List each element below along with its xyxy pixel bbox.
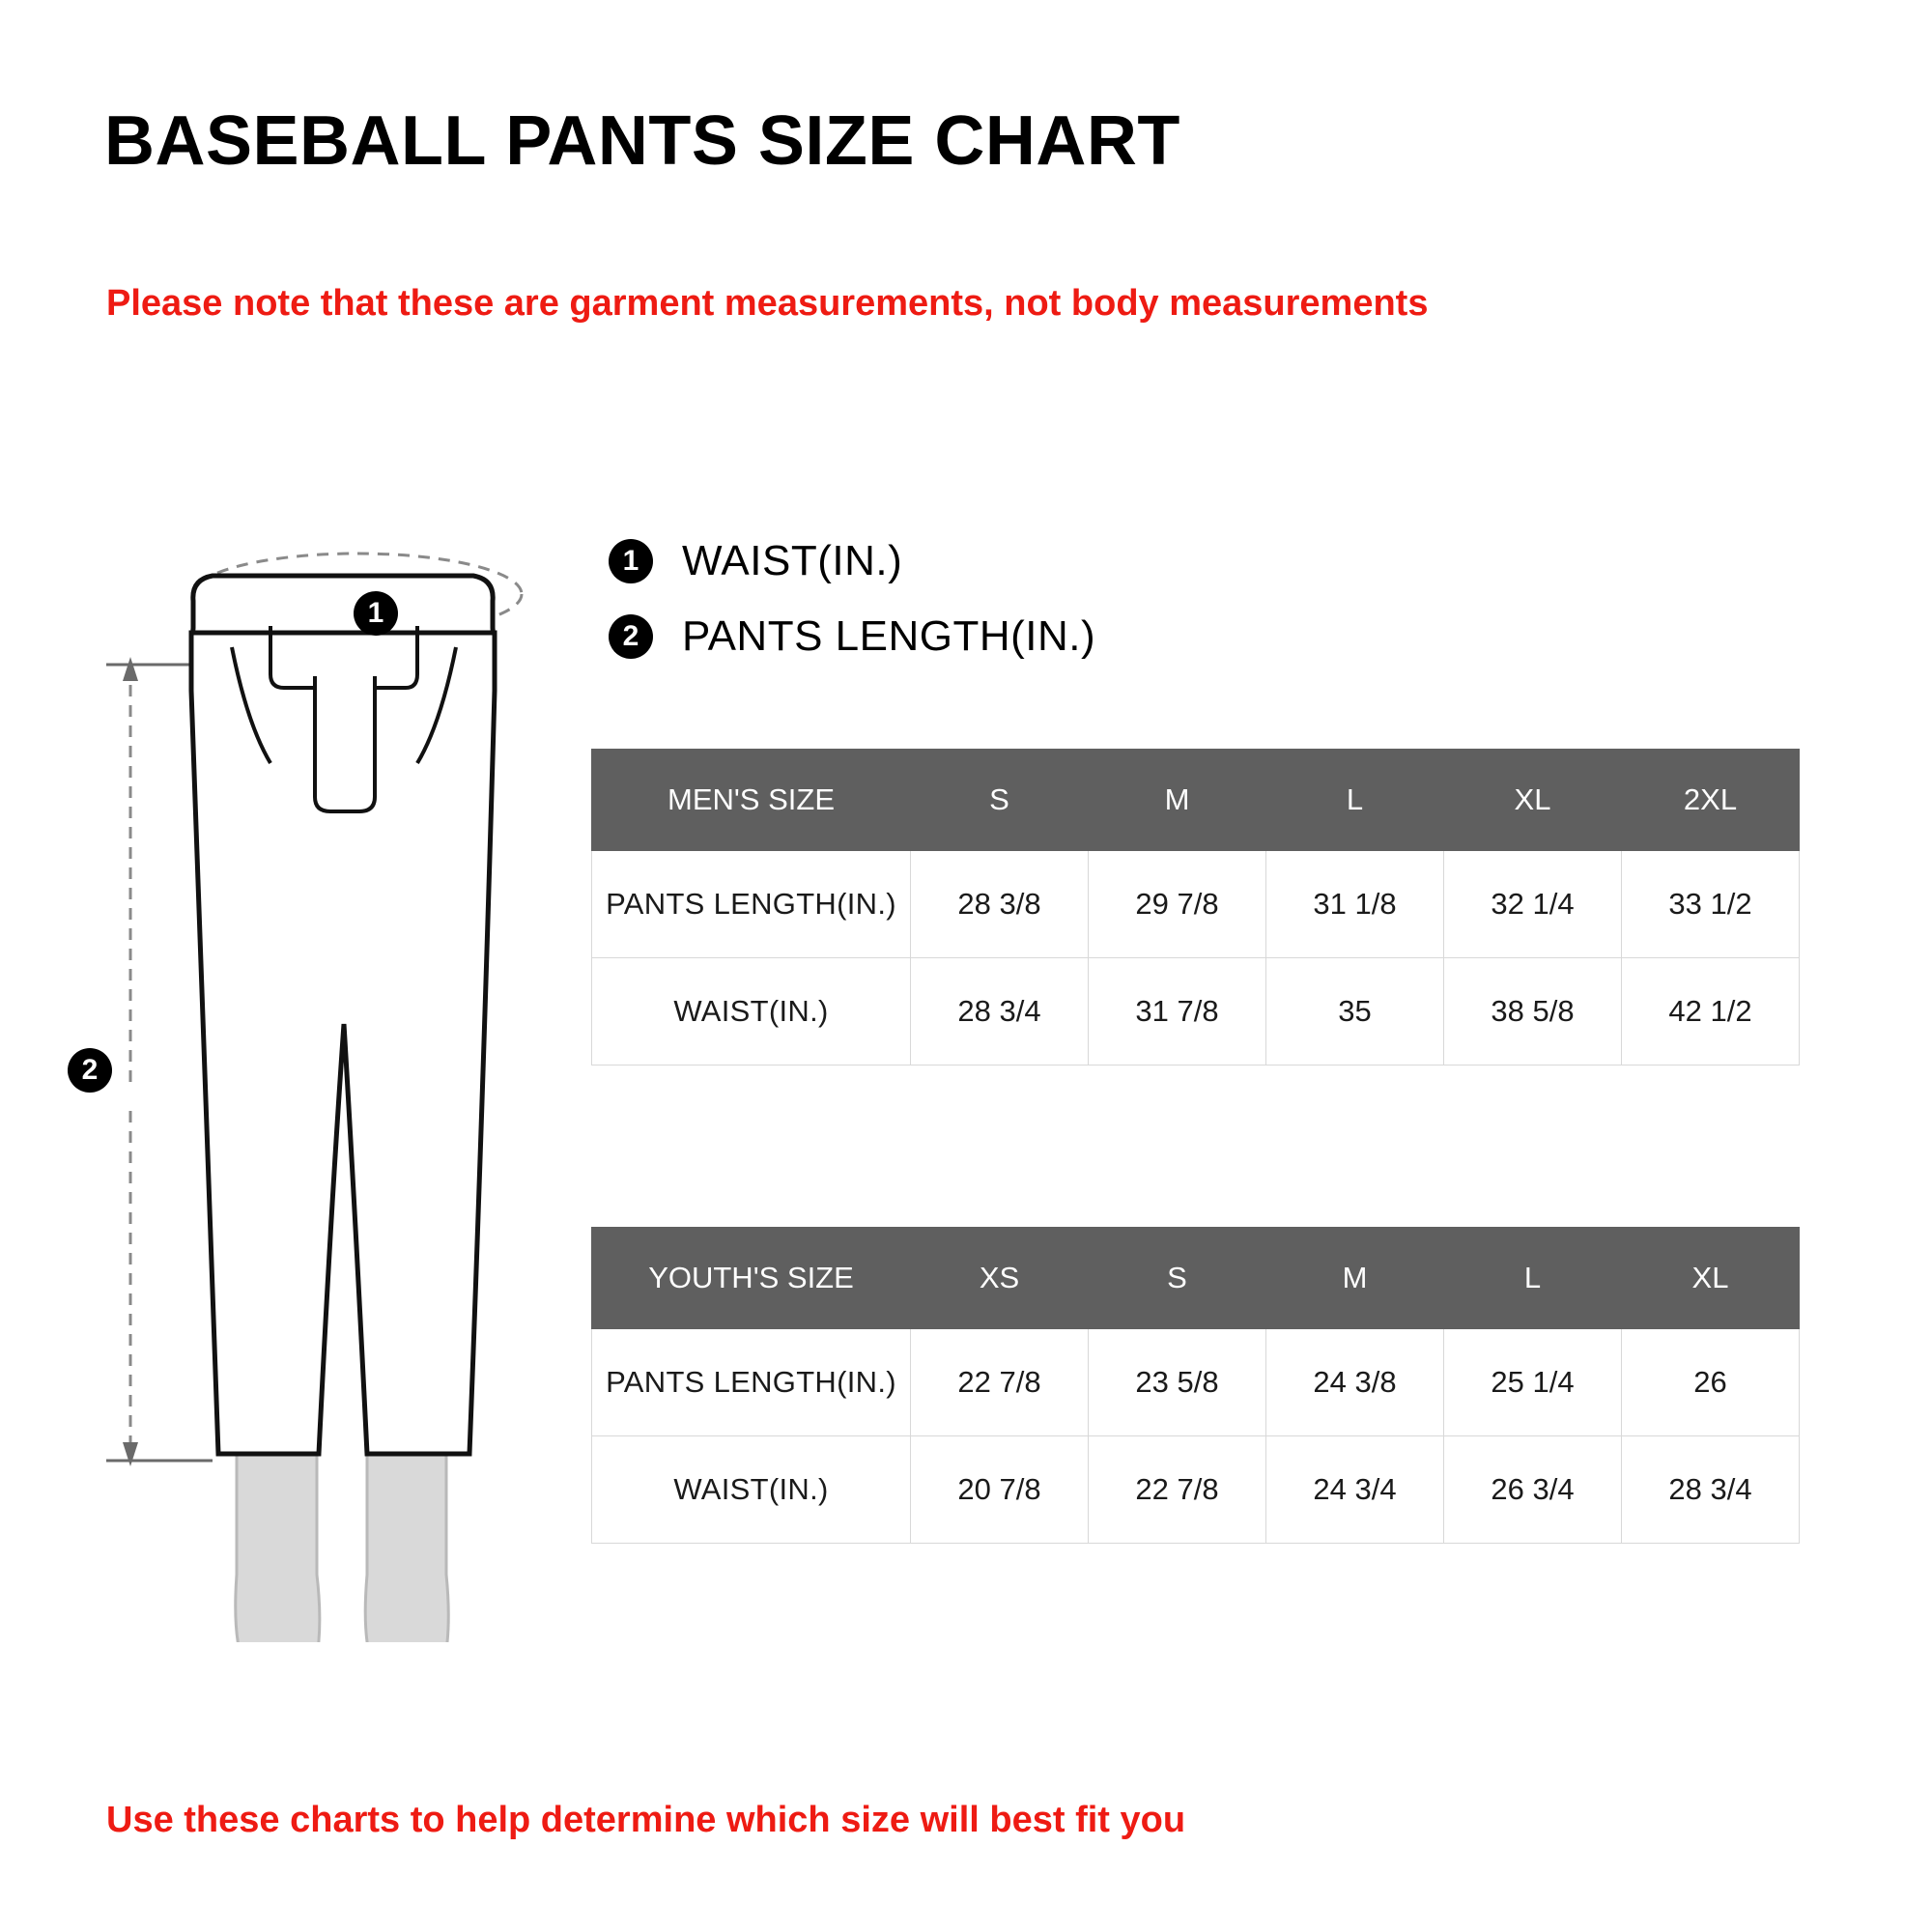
youth-pants-length-s: 23 5/8 <box>1089 1329 1266 1436</box>
youth-waist-xs: 20 7/8 <box>911 1436 1089 1544</box>
table-row <box>592 1329 1800 1436</box>
garment-measurement-note: Please note that these are garment measurements, not body measurements <box>106 283 1429 324</box>
youth-waist-s: 22 7/8 <box>1089 1436 1266 1544</box>
table-header-row <box>592 1228 1800 1329</box>
badge-2-icon: 2 <box>609 614 653 659</box>
mens-col-m: M <box>1089 750 1266 851</box>
youth-col-s: S <box>1089 1228 1266 1329</box>
page-title: BASEBALL PANTS SIZE CHART <box>104 102 1180 180</box>
mens-row-label-waist: WAIST(IN.) <box>592 958 911 1065</box>
mens-waist-s: 28 3/4 <box>911 958 1089 1065</box>
mens-pants-length-s: 28 3/8 <box>911 851 1089 958</box>
mens-waist-2xl: 42 1/2 <box>1622 958 1800 1065</box>
pants-illustration <box>77 522 580 1642</box>
badge-2-diagram-icon: 2 <box>68 1048 112 1093</box>
youth-pants-length-m: 24 3/8 <box>1266 1329 1444 1436</box>
mens-col-s: S <box>911 750 1089 851</box>
table-row <box>592 1436 1800 1544</box>
youth-col-m: M <box>1266 1228 1444 1329</box>
youth-col-xs: XS <box>911 1228 1089 1329</box>
youth-waist-m: 24 3/4 <box>1266 1436 1444 1544</box>
legend-item-pants-length <box>609 612 1343 661</box>
youth-waist-l: 26 3/4 <box>1444 1436 1622 1544</box>
mens-col-l: L <box>1266 750 1444 851</box>
legend <box>609 537 1343 688</box>
youth-row-label-pants-length: PANTS LENGTH(IN.) <box>592 1329 911 1436</box>
mens-pants-length-l: 31 1/8 <box>1266 851 1444 958</box>
mens-col-2xl: 2XL <box>1622 750 1800 851</box>
youth-pants-length-xl: 26 <box>1622 1329 1800 1436</box>
youth-row-label-waist: WAIST(IN.) <box>592 1436 911 1544</box>
mens-waist-m: 31 7/8 <box>1089 958 1266 1065</box>
table-row <box>592 851 1800 958</box>
youth-col-l: L <box>1444 1228 1622 1329</box>
mens-size-header: MEN'S SIZE <box>592 750 911 851</box>
youth-pants-length-xs: 22 7/8 <box>911 1329 1089 1436</box>
mens-waist-xl: 38 5/8 <box>1444 958 1622 1065</box>
youth-col-xl: XL <box>1622 1228 1800 1329</box>
mens-pants-length-m: 29 7/8 <box>1089 851 1266 958</box>
youth-waist-xl: 28 3/4 <box>1622 1436 1800 1544</box>
badge-1-icon: 1 <box>609 539 653 583</box>
legend-label-pants-length: PANTS LENGTH(IN.) <box>682 612 1096 660</box>
youth-size-table <box>591 1227 1800 1544</box>
mens-col-xl: XL <box>1444 750 1622 851</box>
youth-pants-length-l: 25 1/4 <box>1444 1329 1622 1436</box>
table-header-row <box>592 750 1800 851</box>
mens-pants-length-xl: 32 1/4 <box>1444 851 1622 958</box>
mens-size-table <box>591 749 1800 1065</box>
mens-waist-l: 35 <box>1266 958 1444 1065</box>
badge-1-diagram-icon: 1 <box>354 591 398 636</box>
table-row <box>592 958 1800 1065</box>
mens-pants-length-2xl: 33 1/2 <box>1622 851 1800 958</box>
legend-label-waist: WAIST(IN.) <box>682 537 903 584</box>
legend-item-waist <box>609 537 1343 585</box>
mens-row-label-pants-length: PANTS LENGTH(IN.) <box>592 851 911 958</box>
footer-help-note: Use these charts to help determine which size will best fit you <box>106 1800 1186 1840</box>
youth-size-header: YOUTH'S SIZE <box>592 1228 911 1329</box>
pants-diagram-svg <box>77 522 580 1642</box>
